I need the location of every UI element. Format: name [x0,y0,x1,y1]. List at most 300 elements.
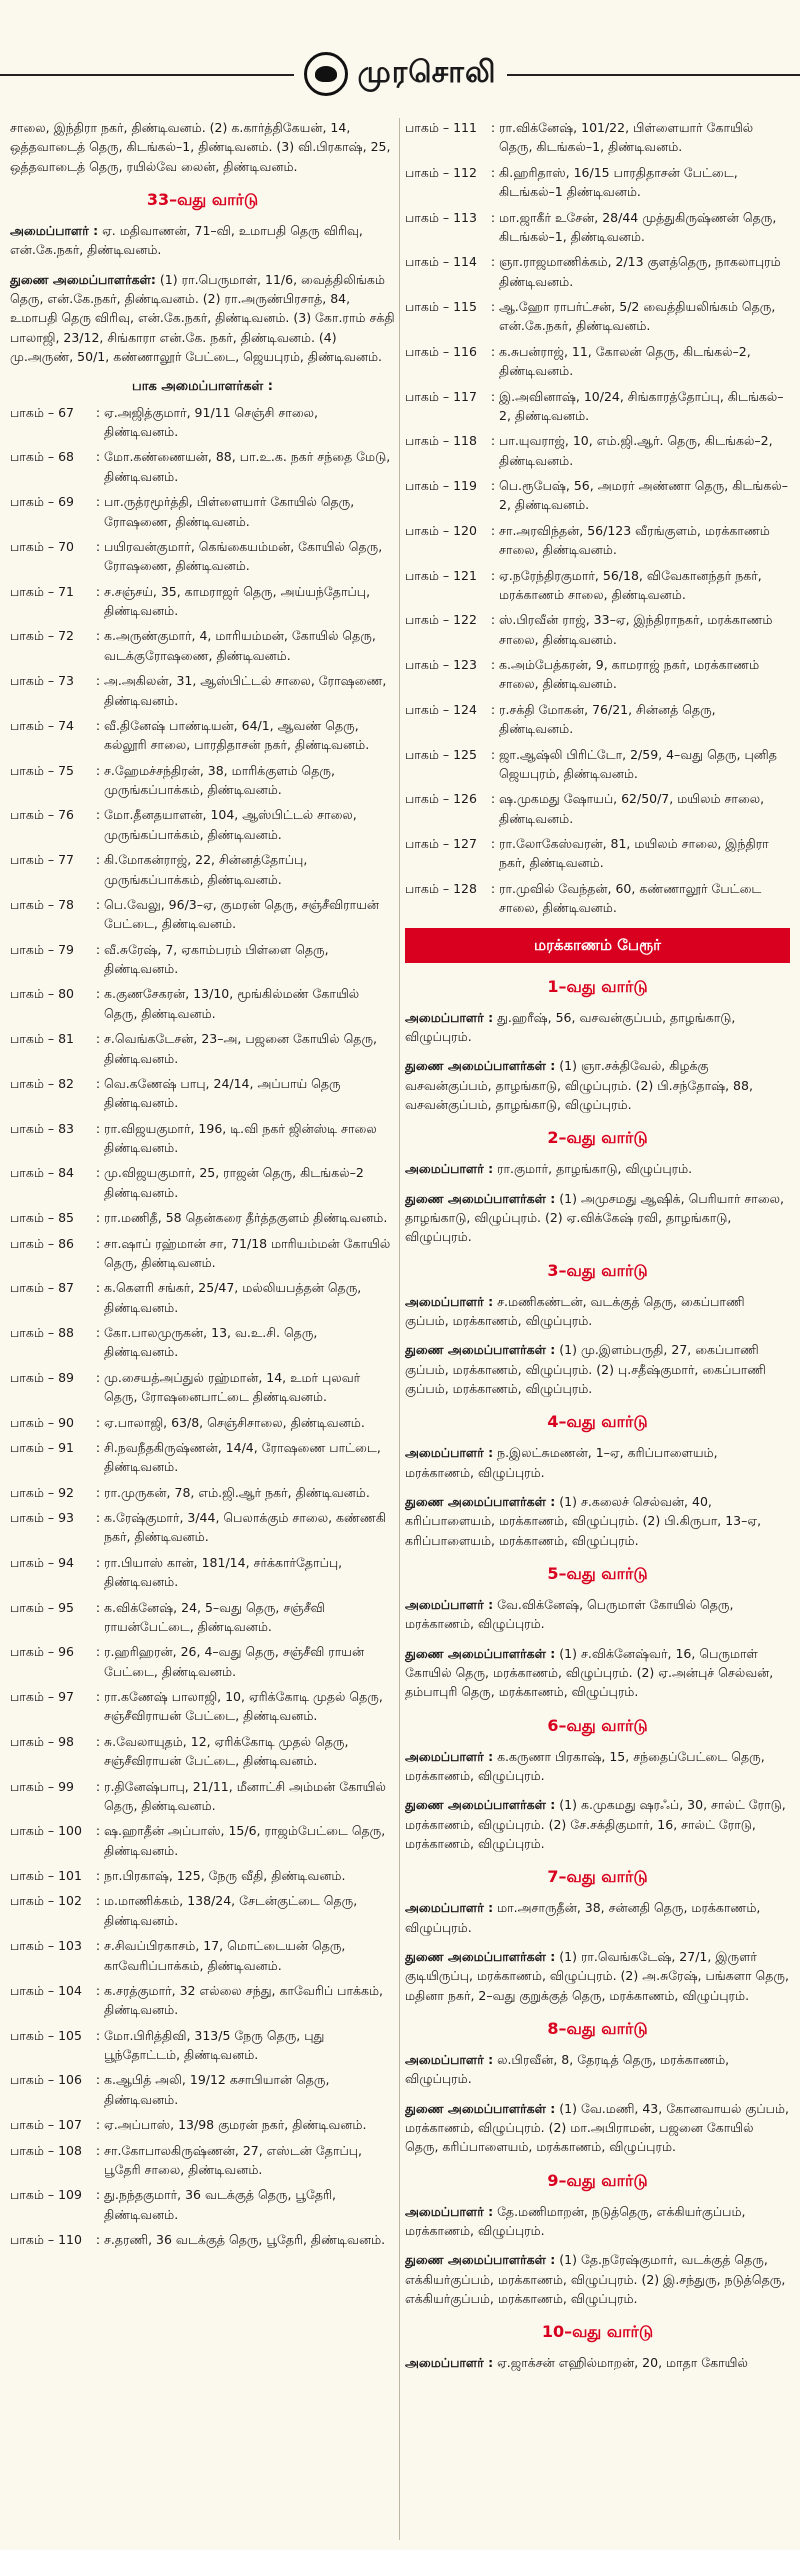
booth-separator: : [95,1982,101,1998]
booth-separator: : [95,1031,101,1047]
booth-label: பாகம் – 76 [10,807,74,823]
ward-organizer [405,1595,790,1634]
ward-deputies [405,1056,790,1114]
booth-separator: : [95,494,101,510]
booth-text: ச.சஞ்சய், 35, காமராஜர் தெரு, அய்யந்தோப்பு, திண்டிவனம். [104,583,371,619]
booth-row [405,521,790,560]
booth-separator: : [95,583,101,599]
booth-label: பாகம் – 106 [10,2072,82,2088]
booth-text: பயிரவன்குமார், கெங்கையம்மன், கோயில் தெரு, ரோஷணை, திண்டிவனம். [104,538,383,574]
booth-row [405,789,790,828]
ward-title: 9–வது வார்டு [547,2170,648,2190]
booth-label: பாகம் – 91 [10,1439,74,1455]
booth-separator: : [95,1823,101,1839]
booth-row [10,984,395,1023]
booth-row [10,1119,395,1158]
booth-row [405,655,790,694]
booth-text: ரா.விஜயகுமார், 196, டி.வி நகர் ஜின்ஸ்டி சாலை திண்டிவனம். [104,1120,377,1156]
deputies-text: (1) ச.விக்னேஷ்வர், 16, பெருமாள் கோயில் தெரு, மரக்காணம், விழுப்புரம். (2) ஏ.அன்புச் செல்வன், தம்பாபுரி தெரு, மரக்காணம், விழுப்புரம். [405,1645,774,1700]
booth-row [10,1821,395,1860]
booth-text: க.சரத்குமார், 32 எல்லை சந்து, காவேரிப் பாக்கம், திண்டிவனம். [104,1982,383,2018]
booth-separator: : [95,1210,101,1226]
booth-row [10,2185,395,2224]
booth-separator: : [95,449,101,465]
booth-text: ர.ஹரிஹரன், 26, 4–வது தெரு, சஞ்சீவி ராயன் பேட்டை, திண்டிவனம். [104,1644,365,1679]
booth-text: ஏ.அப்பாஸ், 13/98 குமரன் நகர், திண்டிவனம். [104,2117,367,2133]
ward-organizer [405,1898,790,1937]
booth-row [405,387,790,426]
booth-text: சா.ஷாப் ரஹ்மான் சா, 71/18 மாரியம்மன் கோயில் தெரு, திண்டிவனம். [104,1235,391,1270]
booth-separator: : [490,209,496,225]
booth-row [10,850,395,889]
booth-label: பாகம் – 92 [10,1484,74,1500]
booth-row [10,1368,395,1407]
booth-separator: : [95,2117,101,2133]
booth-separator: : [95,1484,101,1500]
booth-separator: : [490,701,496,717]
deputies-text: (1) ச.கலைச் செல்வன், 40, கரிப்பாளையம், மரக்காணம், விழுப்புரம். (2) பி.கிருபா, 13–ஏ, கரிப்பாளையம், மரக்காணம், விழுப்புரம். [405,1493,762,1548]
booth-separator: : [95,538,101,554]
booth-label: பாகம் – 85 [10,1210,74,1226]
booth-row [10,1981,395,2020]
booth-text: க.அம்பேத்கரன், 9, காமராஜ் நகர், மரக்காணம் சாலை, திண்டிவனம். [499,657,760,692]
booth-text: கோ.பாலமுருகன், 13, வ.உ.சி. தெரு, திண்டிவனம். [104,1325,318,1360]
booth-label: பாகம் – 90 [10,1414,74,1430]
booth-label: பாகம் – 87 [10,1280,74,1296]
ward-title: 1–வது வார்டு [547,976,648,996]
booth-text: மோ.பிரித்திவி, 313/5 நேரு தெரு, புது பூந்தோட்டம், திண்டிவனம். [104,2027,325,2063]
booth-text: ஏ.நரேந்திரகுமார், 56/18, விவேகானந்தர் நகர், மரக்காணம் சாலை, திண்டிவனம். [499,567,762,602]
booth-label: பாகம் – 109 [10,2187,82,2203]
booth-text: ம.மாணிக்கம், 138/24, சேடன்குட்டை தெரு, திண்டிவனம். [104,1893,358,1928]
deputies-label: துணை அமைப்பாளர்கள் : [405,1190,556,1206]
booth-text: ரா.கணேஷ் பாலாஜி, 10, ஏரிக்கோடி முதல் தெரு, சஞ்சீவிராயன் பேட்டை, திண்டிவனம். [104,1689,383,1724]
booth-label: பாகம் – 121 [405,567,477,583]
booth-label: பாகம் – 114 [405,254,477,270]
booth-text: இ.அவினாஷ், 10/24, சிங்காரத்தோப்பு, கிடங்கல்–2, திண்டிவனம். [499,388,784,423]
ward-title: 8–வது வார்டு [547,2019,648,2039]
booth-separator: : [95,717,101,733]
booth-text: ரா.பியாஸ் கான், 181/14, சர்க்கார்தோப்பு, திண்டிவனம். [104,1554,343,1590]
booth-separator: : [490,567,496,583]
booth-label: பாகம் – 89 [10,1369,74,1385]
booth-label: பாகம் – 67 [10,404,74,420]
booth-row [10,1278,395,1317]
booth-separator: : [95,628,101,644]
booth-separator: : [490,388,496,404]
organizer-text: க.கருணா பிரகாஷ், 15, சந்தைப்பேட்டை தெரு, மரக்காணம், விழுப்புரம். [405,1748,765,1783]
booth-label: பாகம் – 123 [405,657,477,672]
booth-label: பாகம் – 119 [405,478,477,493]
booth-text: சி.நவநீதகிருஷ்ணன், 14/4, ரோஷணை பாட்டை, திண்டிவனம். [104,1439,381,1475]
booth-label: பாகம் – 95 [10,1599,74,1615]
booth-text: ரா.முருகன், 78, எம்.ஜி.ஆர் நகர், திண்டிவனம். [104,1484,370,1500]
organizer-text: து.ஹரீஷ், 56, வசவன்குப்பம், தாழங்காடு, விழுப்புரம். [405,1009,736,1044]
ward-33-organizer [10,221,395,260]
booth-text: மோ.கண்ணையன், 88, பா.உ.க. நகர் சந்தை மேடு, திண்டிவனம். [104,449,391,484]
organizer-label: அமைப்பாளர் : [405,2203,494,2219]
column-divider [399,118,400,2540]
booth-label: பாகம் – 75 [10,762,74,778]
booth-row [10,1508,395,1547]
booth-row [10,1866,395,1885]
right-booth-list [405,118,790,918]
booth-row [405,252,790,291]
booth-separator: : [95,1554,101,1570]
booth-row [405,700,790,739]
booth-row [10,2141,395,2180]
booth-row [10,403,395,442]
marakkanam-banner: மரக்காணம் பேரூர் [405,928,790,963]
booth-label: பாகம் – 97 [10,1689,74,1705]
booth-label: பாகம் – 99 [10,1778,74,1794]
booth-text: ஏ.பாலாஜி, 63/8, செஞ்சிசாலை, திண்டிவனம். [104,1414,365,1430]
booth-separator: : [95,762,101,778]
booth-text: க.சுபன்ராஜ், 11, கோலன் தெரு, கிடங்கல்–2, திண்டிவனம். [499,343,751,379]
booth-separator: : [490,433,496,449]
booth-row [10,1074,395,1113]
booth-separator: : [490,836,496,851]
booth-separator: : [490,791,496,807]
booth-separator: : [95,1439,101,1455]
organizer-label: அமைப்பாளர் : [10,222,99,238]
booth-separator: : [95,1733,101,1749]
marakkanam-ward-list [405,975,790,2373]
ward-deputies [405,1492,790,1550]
booth-row [405,566,790,605]
booth-separator: : [490,657,496,672]
booth-row [10,626,395,665]
booth-separator: : [95,1414,101,1430]
ward-organizer [405,2353,790,2372]
booth-label: பாகம் – 86 [10,1235,74,1251]
booth-text: க.குணசேகரன், 13/10, மூங்கில்மண் கோயில் தெரு, திண்டிவனம். [104,986,360,1021]
booth-label: பாகம் – 100 [10,1823,82,1839]
booth-separator: : [490,120,496,135]
booth-separator: : [95,673,101,689]
booth-label: பாகம் – 73 [10,673,74,689]
booth-separator: : [490,880,496,896]
booth-label: பாகம் – 77 [10,852,74,868]
ward-title: 6–வது வார்டு [547,1715,648,1735]
masthead-rule-right [500,74,800,76]
booth-row [10,1323,395,1362]
booth-separator: : [95,2187,101,2203]
booth-text: க.கௌரி சங்கர், 25/47, மல்லியபத்தன் தெரு, திண்டிவனம். [104,1280,362,1315]
booth-label: பாகம் – 117 [405,388,477,404]
booth-text: மா.ஜாகீர் உசேன், 28/44 முத்துகிருஷ்ணன் தெரு, கிடங்கல்–1, திண்டிவனம். [499,209,777,244]
booth-row [10,1208,395,1227]
booth-text: மோ.தீனதயாளன், 104, ஆஸ்பிட்டல் சாலை, முருங்கப்பாக்கம், திண்டிவனம். [104,807,357,842]
booth-row [405,208,790,247]
booth-text: நா.பிரகாஷ், 125, நேரு வீதி, திண்டிவனம். [104,1868,346,1884]
organizer-label: அமைப்பாளர் : [405,1009,494,1025]
booth-label: பாகம் – 79 [10,941,74,957]
booth-label: பாகம் – 93 [10,1510,74,1526]
booth-text: ஷ.ஹாதீன் அப்பாஸ், 15/6, ராஜம்பேட்டை தெரு, திண்டிவனம். [104,1823,386,1858]
organizer-label: அமைப்பாளர் : [405,1900,494,1916]
booth-label: பாகம் – 115 [405,299,477,314]
booth-row [10,582,395,621]
ward-deputies [405,1340,790,1398]
booth-text: வெ.கணேஷ் பாபு, 24/14, அப்பாய் தெரு திண்டிவனம். [104,1075,341,1111]
booth-row [405,342,790,381]
ward-organizer [405,1292,790,1331]
booth-row [10,1598,395,1637]
booth-separator: : [95,1644,101,1660]
booth-text: அ.அகிலன், 31, ஆஸ்பிட்டல் சாலை, ரோஷணை, திண்டிவனம். [104,673,387,708]
booth-row [405,879,790,918]
booth-text: பெ.வேலு, 96/3–ஏ, குமரன் தெரு, சஞ்சீவிராயன் பேட்டை, திண்டிவனம். [104,896,380,932]
deputies-label: துணை அமைப்பாளர்கள் : [405,2100,556,2116]
booth-label: பாகம் – 72 [10,628,74,644]
booth-label: பாகம் – 71 [10,583,74,599]
right-column [405,118,790,2540]
brand [294,52,507,96]
booth-text: மு.சையத்அப்துல் ரஹ்மான், 14, உமர் புலவர் தெரு, ரோஷனைபாட்டை திண்டிவனம். [104,1369,361,1405]
booth-label: பாகம் – 125 [405,746,477,762]
ward-deputies [405,1644,790,1702]
deputies-text: (1) ரா.பெருமாள், 11/6, வைத்திலிங்கம் தெரு, என்.கே.நகர், திண்டிவனம். (2) ரா.அருண்பிரசாத், 84, உமாபதி தெரு விரிவு, என்.கே.நகர், திண்டிவனம். (3) கோ.ராம் சக்தி பாலாஜி, 23/12, சிங்காரா என்.கே. நகர், திண்டிவனம். (4) மு.அருண், 50/1, கண்ணாலூர் பேட்டை, ஜெயபுரம், திண்டிவனம். [10,271,395,365]
organizer-text: ஏ.ஜாக்சன் எஹில்மாறன், 20, மாதா கோயில் [497,2355,748,2371]
booth-label: பாகம் – 74 [10,717,74,733]
booth-row [10,1732,395,1771]
deputies-text: (1) மு.இளம்பருதி, 27, கைப்பாணி குப்பம், மரக்காணம், விழுப்புரம். (2) பு.சதீஷ்குமார், கைப்பாணி குப்பம், மரக்காணம், விழுப்புரம். [405,1342,766,1397]
masthead [0,0,800,120]
organizer-text: ஏ. மதிவாணன், 71–வி, உமாபதி தெரு விரிவு, என்.கே.நகர், திண்டிவனம். [10,222,363,258]
booth-row [10,492,395,531]
ward-organizer [405,1747,790,1786]
booth-label: பாகம் – 120 [405,522,477,538]
booth-row [10,1483,395,1502]
booth-text: க.ரேஷ்குமார், 3/44, பெலாக்கும் சாலை, கண்ணகி நகர், திண்டிவனம். [104,1510,387,1545]
booth-text: ரா.முவில் வேந்தன், 60, கண்ணாலூர் பேட்டை சாலை, திண்டிவனம். [499,880,762,916]
booth-label: பாகம் – 105 [10,2027,82,2043]
ward-deputies [405,1947,790,2005]
booth-separator: : [95,1938,101,1954]
booth-row [10,2230,395,2249]
booth-separator: : [95,1165,101,1181]
booth-row [10,1029,395,1068]
booth-separator: : [490,522,496,538]
booth-text: ரா.மணிதீ, 58 தென்கரை தீர்த்தகுளம் திண்டிவனம். [104,1210,388,1226]
booth-row [10,1163,395,1202]
booth-label: பாகம் – 102 [10,1893,82,1909]
deputies-label: துணை அமைப்பாளர்கள் : [405,2252,556,2268]
booth-separator: : [95,1893,101,1909]
ward-title: 2–வது வார்டு [547,1128,648,1148]
booth-row [10,2115,395,2134]
booth-heading: பாக அமைப்பாளர்கள் : [132,378,273,394]
organizer-text: ந.இலட்சுமணன், 1–ஏ, கரிப்பாளையம், மரக்காணம், விழுப்புரம். [405,1445,718,1480]
booth-text: ஞா.ராஜமாணிக்கம், 2/13 குளத்தெரு, நாகலாபுரம் திண்டிவனம். [499,254,781,289]
booth-text: ரா.லோகேஸ்வரன், 81, மயிலம் சாலை, இந்திரா நகர், திண்டிவனம். [499,836,769,871]
booth-row [10,805,395,844]
booth-text: ச.தரணி, 36 வடக்குத் தெரு, பூதேரி, திண்டிவனம். [104,2232,386,2248]
booth-separator: : [95,2142,101,2158]
booth-separator: : [95,2027,101,2043]
booth-row [10,2026,395,2065]
booth-text: சு.வேலாயுதம், 12, ஏரிக்கோடி முதல் தெரு, சஞ்சீவிராயன் பேட்டை, திண்டிவனம். [104,1733,349,1769]
deputies-label: துணை அமைப்பாளர்கள் : [405,1493,556,1509]
organizer-text: மா.அசாருதீன், 38, சன்னதி தெரு, மரக்காணம், விழுப்புரம். [405,1900,761,1935]
booth-text: மு.விஜயகுமார், 25, ராஜன் தெரு, கிடங்கல்–2 திண்டிவனம். [104,1165,364,1200]
booth-separator: : [490,746,496,762]
booth-row [10,1642,395,1681]
booth-separator: : [95,1120,101,1136]
booth-separator: : [95,1369,101,1385]
booth-text: ஸ்.பிரவீன் ராஜ், 33–ஏ, இந்திராநகர், மரக்காணம் சாலை, திண்டிவனம். [499,612,773,647]
booth-text: ஜா.ஆஷ்லி பிரிட்டோ, 2/59, 4–வது தெரு, புனித ஜெயபுரம், திண்டிவனம். [499,746,777,781]
booth-row [10,671,395,710]
booth-text: ச.வெங்கடேசன், 23–அ, பஜனை கோயில் தெரு, திண்டிவனம். [104,1031,377,1066]
organizer-label: அமைப்பாளர் : [405,1748,494,1764]
booth-label: பாகம் – 122 [405,612,477,628]
deputies-label: துணை அமைப்பாளர்கள் : [405,1948,556,1964]
ward-organizer [405,2202,790,2241]
deputies-text: (1) வே.மணி, 43, கோனவாயல் குப்பம், மரக்காணம், விழுப்புரம். (2) மா.அபிராமன், பஜனை கோயில் தெரு, கரிப்பாளையம், மரக்காணம், விழுப்புரம். [405,2100,789,2155]
organizer-label: அமைப்பாளர் : [405,1445,494,1461]
ward-33-deputies [10,270,395,367]
booth-text: ச.ஹேமச்சந்திரன், 38, மாரிக்குளம் தெரு, முருங்கப்பாக்கம், திண்டிவனம். [104,762,335,798]
booth-label: பாகம் – 96 [10,1644,74,1660]
booth-text: பா.யுவராஜ், 10, எம்.ஜி.ஆர். தெரு, கிடங்கல்–2, திண்டிவனம். [499,433,773,468]
booth-text: பெ.ரூபேஷ், 56, அமரர் அண்ணா தெரு, கிடங்கல்–2, திண்டிவனம். [499,478,788,513]
booth-text: து.நந்தகுமார், 36 வடக்குத் தெரு, பூதேரி, திண்டிவனம். [104,2187,336,2222]
booth-text: ர.சக்தி மோகன், 76/21, சின்னத் தெரு, திண்டிவனம். [499,701,716,737]
booth-text: க.ஆபித் அலி, 19/12 கசாபியான் தெரு, திண்டிவனம். [104,2072,330,2107]
booth-label: பாகம் – 81 [10,1031,74,1047]
ward-deputies [405,1189,790,1247]
booth-separator: : [95,941,101,957]
booth-label: பாகம் – 127 [405,836,477,851]
booth-separator: : [490,254,496,270]
booth-label: பாகம் – 69 [10,494,74,510]
booth-row [10,1891,395,1930]
booth-row [405,610,790,649]
deputies-label: துணை அமைப்பாளர்கள் : [405,1342,556,1358]
ward-title: 3–வது வார்டு [547,1260,648,1280]
deputies-label: துணை அமைப்பாளர்கள் : [405,1645,556,1661]
organizer-label: அமைப்பாளர் : [405,1596,494,1612]
booth-separator: : [95,2072,101,2088]
booth-row [10,2070,395,2109]
booth-row [10,1777,395,1816]
booth-separator: : [490,164,496,180]
deputies-label: துணை அமைப்பாளர்கள் : [405,1058,556,1074]
booth-row [10,940,395,979]
masthead-rule-left [0,74,305,76]
booth-label: பாகம் – 80 [10,986,74,1002]
ward-title: 7–வது வார்டு [547,1867,648,1887]
organizer-label: அமைப்பாளர் : [405,2355,494,2371]
booth-label: பாகம் – 113 [405,209,477,225]
booth-label: பாகம் – 70 [10,538,74,554]
booth-label: பாகம் – 78 [10,896,74,912]
deputies-text: (1) க.முகமது ஷரஃப், 30, சால்ட் ரோடு, மரக்காணம், விழுப்புரம். (2) சே.சக்திகுமார், 16, சால்ட் ரோடு, மரக்காணம், விழுப்புரம். [405,1797,786,1852]
booth-separator: : [95,807,101,823]
booth-label: பாகம் – 108 [10,2142,82,2158]
booth-text: க.விக்னேஷ், 24, 5–வது தெரு, சஞ்சீவி ராயன்பேட்டை, திண்டிவனம். [104,1599,325,1634]
deputies-text: (1) ரா.வெங்கடேஷ், 27/1, இருளர் குடியிருப்பு, மரக்காணம், விழுப்புரம். (2) அ.சுரேஷ், பங்களா தெரு, மதினா நகர், 2–வது குறுக்குத் தெரு, மரக்காணம், விழுப்புரம். [405,1948,789,2003]
booth-label: பாகம் – 83 [10,1120,74,1136]
booth-separator: : [95,1325,101,1341]
booth-label: பாகம் – 111 [405,120,477,135]
booth-text: கி.ஹரிதாஸ், 16/15 பாரதிதாசன் பேட்டை, கிடங்கல்–1 திண்டிவனம். [499,164,738,200]
organizer-label: அமைப்பாளர் : [405,2051,494,2067]
booth-separator: : [95,1235,101,1251]
brand-name: முரசொலி [357,54,497,90]
booth-row [10,761,395,800]
deputies-label: துணை அமைப்பாளர்கள் : [405,1797,556,1813]
booth-separator: : [490,478,496,493]
ward-title: 10–வது வார்டு [541,2322,654,2342]
ward-organizer [405,1443,790,1482]
booth-label: பாகம் – 128 [405,880,477,896]
booth-text: ஏ.அஜித்குமார், 91/11 செஞ்சி சாலை, திண்டிவனம். [104,404,319,440]
booth-row [10,1234,395,1273]
booth-row [10,1553,395,1592]
booth-separator: : [95,1599,101,1615]
organizer-text: தே.மணிமாறன், நடுத்தெரு, எக்கியர்குப்பம், மரக்காணம், விழுப்புரம். [405,2203,746,2238]
booth-separator: : [95,1778,101,1794]
booth-text: சா.கோபாலகிருஷ்ணன், 27, எஸ்டன் தோப்பு, பூதேரி சாலை, திண்டிவனம். [104,2142,363,2177]
booth-row [405,163,790,202]
ward-deputies [405,2099,790,2157]
booth-label: பாகம் – 104 [10,1982,82,1998]
booth-row [10,716,395,755]
booth-label: பாகம் – 98 [10,1733,74,1749]
booth-text: க.அருண்குமார், 4, மாரியம்மன், கோயில் தெரு, வடக்குரோஷணை, திண்டிவனம். [104,628,376,663]
booth-label: பாகம் – 107 [10,2117,82,2133]
booth-label: பாகம் – 82 [10,1075,74,1091]
organizer-text: வே.விக்னேஷ், பெருமாள் கோயில் தெரு, மரக்காணம், விழுப்புரம். [405,1596,734,1632]
booth-separator: : [95,852,101,868]
ward-organizer [405,1008,790,1047]
booth-label: பாகம் – 112 [405,164,477,180]
booth-text: வீ.தினேஷ் பாண்டியன், 64/1, ஆவண் தெரு, கல்லூரி சாலை, பாரதிதாசன் நகர், திண்டிவனம். [104,717,370,753]
left-booth-list [10,403,395,2250]
booth-row [405,297,790,336]
booth-row [10,1413,395,1432]
booth-separator: : [490,343,496,359]
booth-text: ச.சிவப்பிரகாசம், 17, மொட்டையன் தெரு, காவேரிப்பாக்கம், திண்டிவனம். [104,1938,346,1973]
booth-label: பாகம் – 103 [10,1938,82,1954]
booth-label: பாகம் – 94 [10,1554,74,1570]
booth-row [10,447,395,486]
booth-row [405,745,790,784]
booth-row [10,537,395,576]
booth-label: பாகம் – 110 [10,2232,82,2248]
booth-separator: : [95,1689,101,1705]
ward-title: 4–வது வார்டு [547,1412,648,1432]
booth-label: பாகம் – 84 [10,1165,74,1181]
booth-row [405,834,790,873]
booth-row [10,1936,395,1975]
booth-text: ஷ.முகமது ஷோயப், 62/50/7, மயிலம் சாலை, திண்டிவனம். [499,791,765,826]
booth-label: பாகம் – 116 [405,343,477,359]
ward-title: 5–வது வார்டு [547,1564,648,1584]
booth-label: பாகம் – 118 [405,433,477,449]
booth-separator: : [95,1075,101,1091]
booth-row [10,1687,395,1726]
booth-row [10,1438,395,1477]
left-intro: சாலை, இந்திரா நகர், திண்டிவனம். (2) க.கார்த்திகேயன், 14, ஒத்தவாடைத் தெரு, கிடங்கல்–1, திண்டிவனம். (3) வி.பிரகாஷ், 25, ஒத்தவாடைத் தெரு, ரயில்வே லைன், திண்டிவனம். [10,120,391,174]
deputies-text: (1) தே.நரேஷ்குமார், வடக்குத் தெரு, எக்கியர்குப்பம், மரக்காணம், விழுப்புரம். (2) இ.சந்துரு, நடுத்தெரு, எக்கியர்குப்பம், மரக்காணம், விழுப்புரம். [405,2252,786,2307]
booth-separator: : [490,299,496,314]
booth-label: பாகம் – 68 [10,449,74,465]
ward-33-title: 33–வது வார்டு [146,190,259,210]
